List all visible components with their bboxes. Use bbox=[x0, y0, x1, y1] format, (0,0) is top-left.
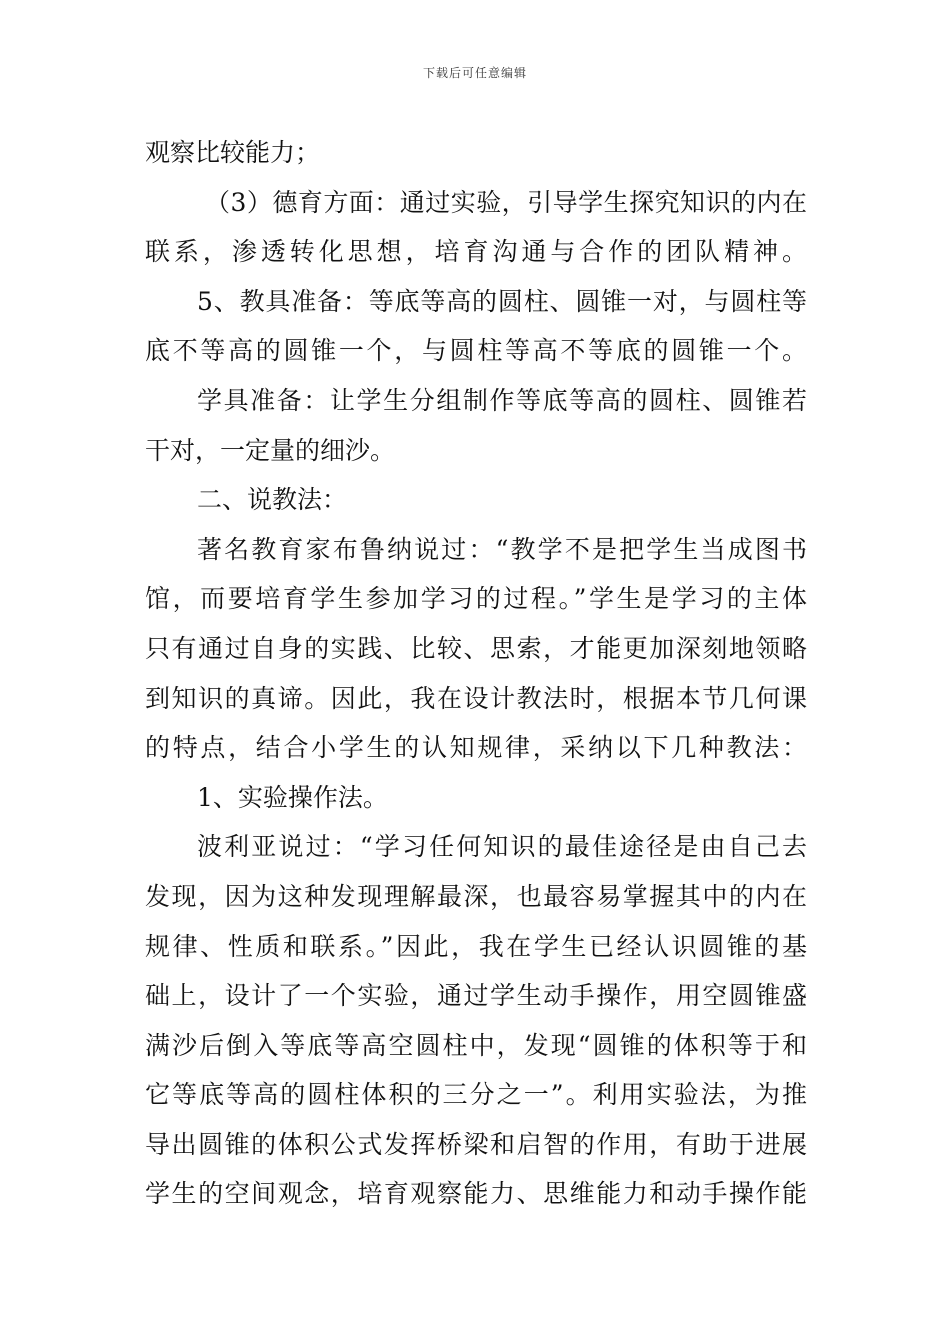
text-line: 学具准备：让学生分组制作等底等高的圆柱、圆锥若 bbox=[197, 385, 807, 415]
text-line: 础上，设计了一个实验，通过学生动手操作，用空圆锥盛 bbox=[145, 981, 807, 1011]
document-body bbox=[145, 128, 807, 1219]
text-line: 规律、性质和联系。”因此，我在学生已经认识圆锥的基 bbox=[145, 931, 807, 961]
text-line: 学生的空间观念，培育观察能力、思维能力和动手操作能 bbox=[145, 1179, 807, 1209]
text-line: 5、教具准备：等底等高的圆柱、圆锥一对，与圆柱等 bbox=[197, 286, 807, 316]
page-header: 下载后可任意编辑 bbox=[422, 66, 527, 80]
subsection-heading: 1、实验操作法。 bbox=[197, 782, 388, 812]
text-line: （3）德育方面：通过实验，引导学生探究知识的内在 bbox=[205, 187, 807, 217]
text-line: 著名教育家布鲁纳说过：“教学不是把学生当成图书 bbox=[197, 534, 807, 564]
text-line: 满沙后倒入等底等高空圆柱中，发现“圆锥的体积等于和 bbox=[145, 1030, 807, 1060]
text-line: 的特点，结合小学生的认知规律，采纳以下几种教法： bbox=[145, 733, 807, 763]
text-line: 发现，因为这种发现理解最深，也最容易掌握其中的内在 bbox=[145, 881, 807, 911]
text-line: 联系，渗透转化思想，培育沟通与合作的团队精神。 bbox=[145, 237, 807, 267]
text-line: 导出圆锥的体积公式发挥桥梁和启智的作用，有助于进展 bbox=[145, 1129, 807, 1159]
text-line: 观察比较能力； bbox=[145, 138, 321, 167]
text-line: 波利亚说过：“学习任何知识的最佳途径是由自己去 bbox=[197, 832, 807, 862]
text-line: 馆，而要培育学生参加学习的过程。”学生是学习的主体 bbox=[145, 584, 807, 614]
text-line: 到知识的真谛。因此，我在设计教法时，根据本节几何课 bbox=[145, 683, 807, 713]
text-line: 底不等高的圆锥一个，与圆柱等高不等底的圆锥一个。 bbox=[145, 336, 807, 366]
text-line: 干对，一定量的细沙。 bbox=[145, 435, 396, 465]
text-line: 它等底等高的圆柱体积的三分之一”。利用实验法，为推 bbox=[145, 1080, 807, 1110]
section-heading: 二、说教法： bbox=[197, 485, 348, 515]
text-line: 只有通过自身的实践、比较、思索，才能更加深刻地领略 bbox=[145, 633, 807, 663]
